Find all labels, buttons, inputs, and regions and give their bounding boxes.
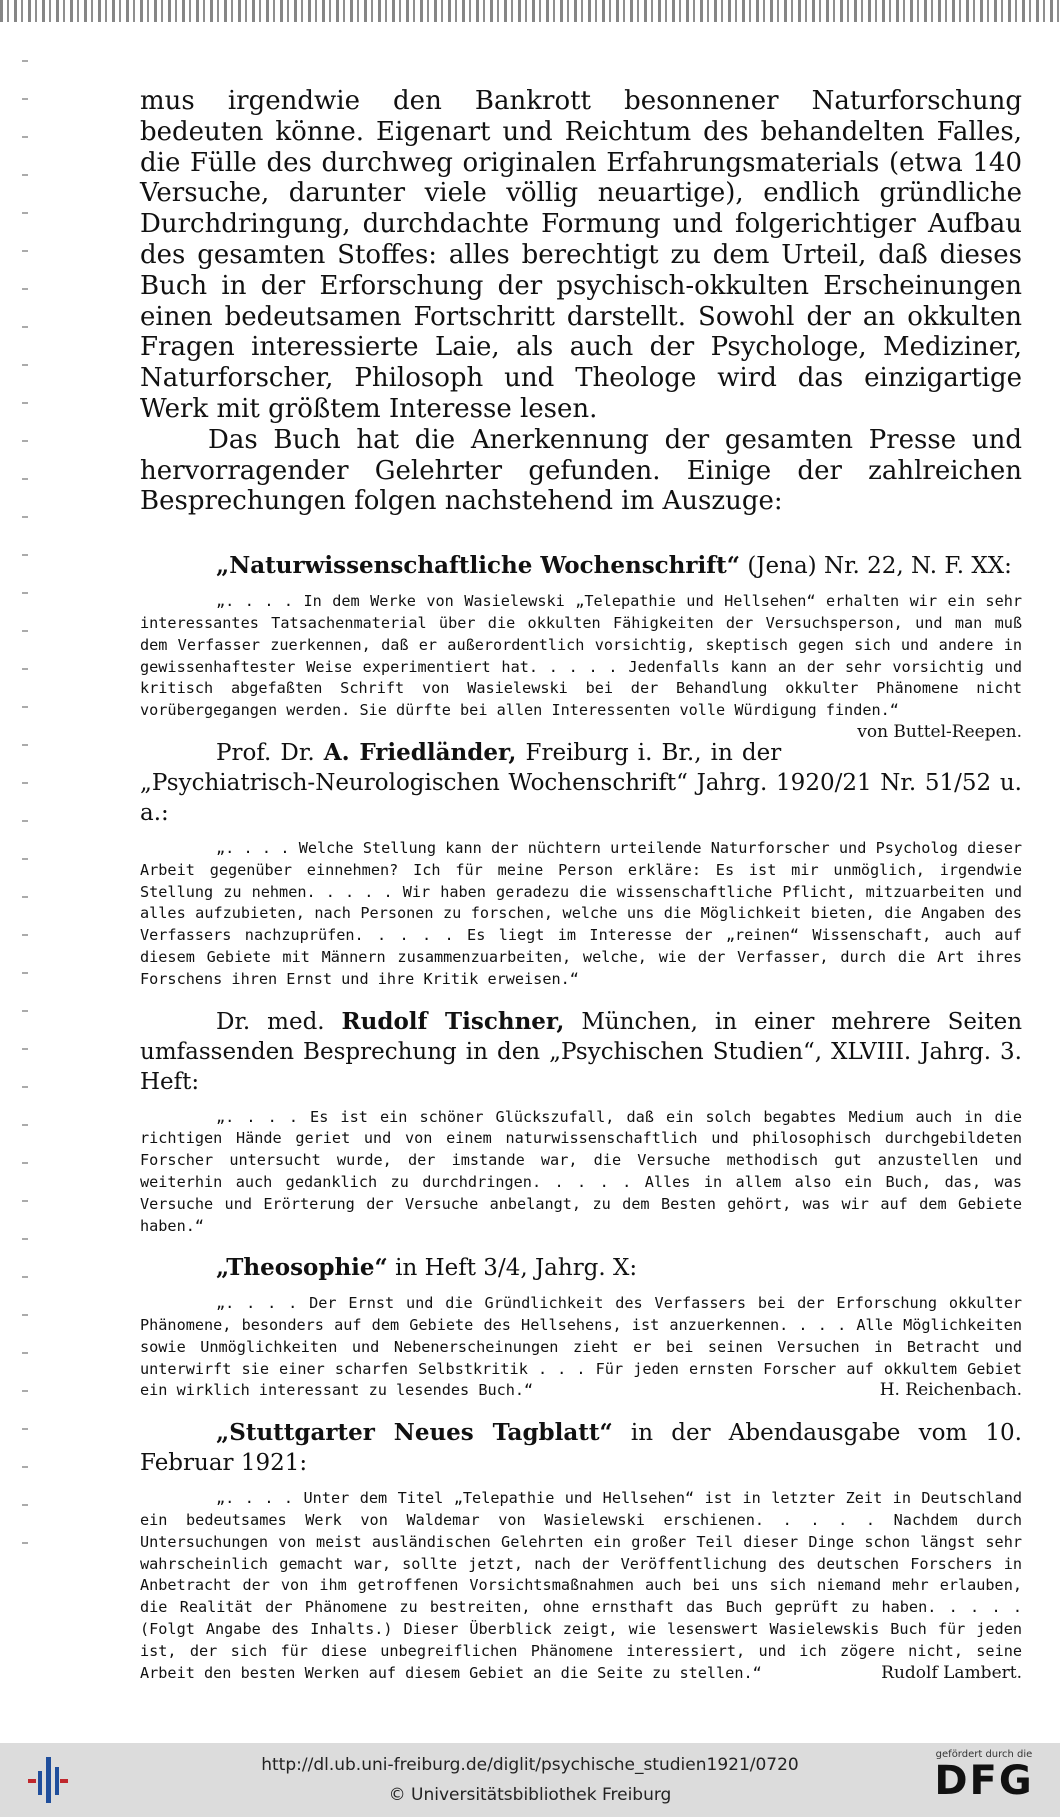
review-signature: von Buttel-Reepen. [857, 721, 1022, 742]
review-heading: „Naturwissenschaftliche Wochenschrift“ (Jena) Nr. 22, N. F. XX: [216, 552, 1012, 580]
dfg-logo [922, 1749, 1046, 1802]
review-heading: „Theosophie“ in Heft 3/4, Jahrg. X: [216, 1254, 638, 1282]
review-source: Rudolf Tischner, [341, 1007, 565, 1035]
review-heading: Prof. Dr. A. Friedländer, Freiburg i. Br., in der „Psychiatrisch-Neurologischen Wochenschrift“ Jahrg. 1920/21 Nr. 51/52 u. a.: [140, 738, 1022, 826]
footer-url-link[interactable]: http://dl.ub.uni-freiburg.de/diglit/psychische_studien1921/0720 [261, 1755, 799, 1775]
review-quote: „. . . . Der Ernst und die Gründlichkeit des Verfassers bei der Erforschung okkulter Phänomene, besonders auf dem Gebiete des Hellsehens, ist anzuerkennen. . . . Alle Möglichkeiten sowie Unmöglichkeiten und Nebenerscheinungen zieht er bei seinen Versuchen in Betracht und unterwirft sie einer scharfen Selbstkritik . . . Für jeden ernsten Forscher auf okkultem Gebiet ein wirklich interessant zu lesendes Buch.“ H. Reichenbach. [140, 1294, 1022, 1401]
intro-paragraph-1: mus irgendwie den Bankrott besonnener Naturforschung bedeuten könne. Eigenart und Reichtum des behandelten Falles, die Fülle des durchweg originalen Erfahrungsmaterials (etwa 140 Versuche, darunter viele völlig neuartige), endlich gründliche Durchdringung, durchdachte Formung und folgerichtiger Aufbau des gesamten Stoffes: alles berechtigt zu dem Urteil, daß dieses Buch in der Erforschung der psychisch-okkulten Erscheinungen einen bedeutsamen Fortschritt darstellt. Sowohl der an okkulten Fragen interessierte Laie, als auch der Psychologe, Mediziner, Naturforscher, Philosoph und Theologe wird das einzigartige Werk mit größtem Interesse lesen. [140, 86, 1022, 424]
review-heading: „Stuttgarter Neues Tagblatt“ in der Abendausgabe vom 10. Februar 1921: [140, 1419, 1022, 1477]
review-source: „Theosophie“ [216, 1254, 388, 1282]
review-signature: Rudolf Lambert. [881, 1662, 1022, 1683]
review-quote: „. . . . Welche Stellung kann der nüchtern urteilende Naturforscher und Psycholog dieser Arbeit gegenüber einnehmen? Ich für meine Person erkläre: Es ist mir unmöglich, irgendwie Stellung zu nehmen. . . . . Wir haben geradezu die wissenschaftliche Pflicht, mitzuarbeiten und alles aufzubieten, nach Personen zu forschen, welche uns die Möglichkeit bieten, die Angaben des Verfassers nachzuprüfen. . . . . Es liegt im Interesse der „reinen“ Wissenschaft, auch auf diesem Gebiete mit Männern zusammenzuarbeiten, welche, wie der Verfasser, durch die Art ihres Forschens ihren Ernst und ihre Kritik erweisen.“ [140, 838, 1022, 988]
review-stuttgarter-neues-tagblatt [140, 1418, 1022, 1684]
review-source: „Naturwissenschaftliche Wochenschrift“ [216, 552, 741, 580]
review-quote: „. . . . In dem Werke von Wasielewski „Telepathie und Hellsehen“ erhalten wir ein sehr interessantes Tatsachenmaterial über die okkulten Fähigkeiten der Versuchsperson, und man muß dem Verfasser zuerkennen, daß er außerordentlich vorsichtig, skeptisch gegen sich und andere in gewissenhaftester Weise experimentiert hat. . . . . Jedenfalls kann an der sehr vorsichtig und kritisch abgefaßten Schrift von Wasielewski bei der Behandlung okkulter Phänomene nicht vorübergegangen werden. Sie dürfte bei allen Interessenten volle Würdigung finden.“ von Buttel-Reepen. [140, 592, 1022, 742]
dfg-mark: DFG [934, 1758, 1034, 1804]
review-heading: Dr. med. Rudolf Tischner, München, in einer mehrere Seiten umfassenden Besprechung in den „Psychischen Studien“, XLVIII. Jahrg. 3. Heft: [140, 1007, 1023, 1095]
review-naturwissenschaftliche-wochenschrift [140, 551, 1022, 742]
intro-text [140, 86, 1022, 517]
review-source: A. Friedländer, [323, 738, 517, 766]
intro-paragraph-2: Das Buch hat die Anerkennung der gesamten Presse und hervorragender Gelehrter gefunden. Einige der zahlreichen Besprechungen folgen nachstehend im Auszuge: [140, 424, 1022, 517]
review-source: „Stuttgarter Neues Tagblatt“ [216, 1419, 613, 1447]
review-quote: „. . . . Unter dem Titel „Telepathie und Hellsehen“ ist in letzter Zeit in Deutschland ein bedeutsames Werk von Waldemar von Wasielewski erschienen. . . . . Nachdem durch Untersuchungen von meist ausländischen Gelehrten ein großer Teil dieser Dinge schon längst sehr wahrscheinlich gemacht war, sollte jetzt, nach der Veröffentlichung des deutschen Forschers in Anbetracht der von ihm getroffenen Vorsichtsmaßnahmen auch bei uns sich niemand mehr erlauben, die Realität der Phänomene zu bestreiten, ohne ernsthaft das Buch geprüft zu haben. . . . . (Folgt Angabe des Inhalts.) Dieser Überblick zeigt, wie lesenswert Wasielewskis Buch für jeden ist, der sich für diese unbegreiflichen Phänomene interessiert, und ich zögere nicht, seine Arbeit den besten Werken auf diesem Gebiet an die Seite zu stellen.“ Rudolf Lambert. [140, 1489, 1022, 1683]
footer-bar [0, 1743, 1060, 1817]
scan-edge-left [22, 60, 28, 1560]
footer-copyright: © Universitätsbibliothek Freiburg [388, 1785, 672, 1805]
scan-edge-top [0, 0, 1060, 22]
review-tischner [140, 1007, 1022, 1238]
review-quote: „. . . . Es ist ein schöner Glückszufall, daß ein solch begabtes Medium auch in die richtigen Hände geriet und von einem naturwissenschaftlich und philosophisch durchgebildeten Forscher untersucht wurde, der imstande war, die Versuche methodisch gut anzustellen und weiterhin auch gedanklich zu durchdringen. . . . . Alles in allem also ein Buch, das, was Versuche und Erörterung der Versuche anbelangt, zu dem Besten gehört, was wir auf dem Gebiete haben.“ [140, 1107, 1022, 1235]
review-signature: H. Reichenbach. [879, 1380, 1022, 1401]
document-page [140, 86, 1022, 1684]
dfg-funding-note: gefördert durch die [935, 1749, 1033, 1760]
review-friedlaender [140, 738, 1022, 991]
review-theosophie [140, 1253, 1022, 1402]
